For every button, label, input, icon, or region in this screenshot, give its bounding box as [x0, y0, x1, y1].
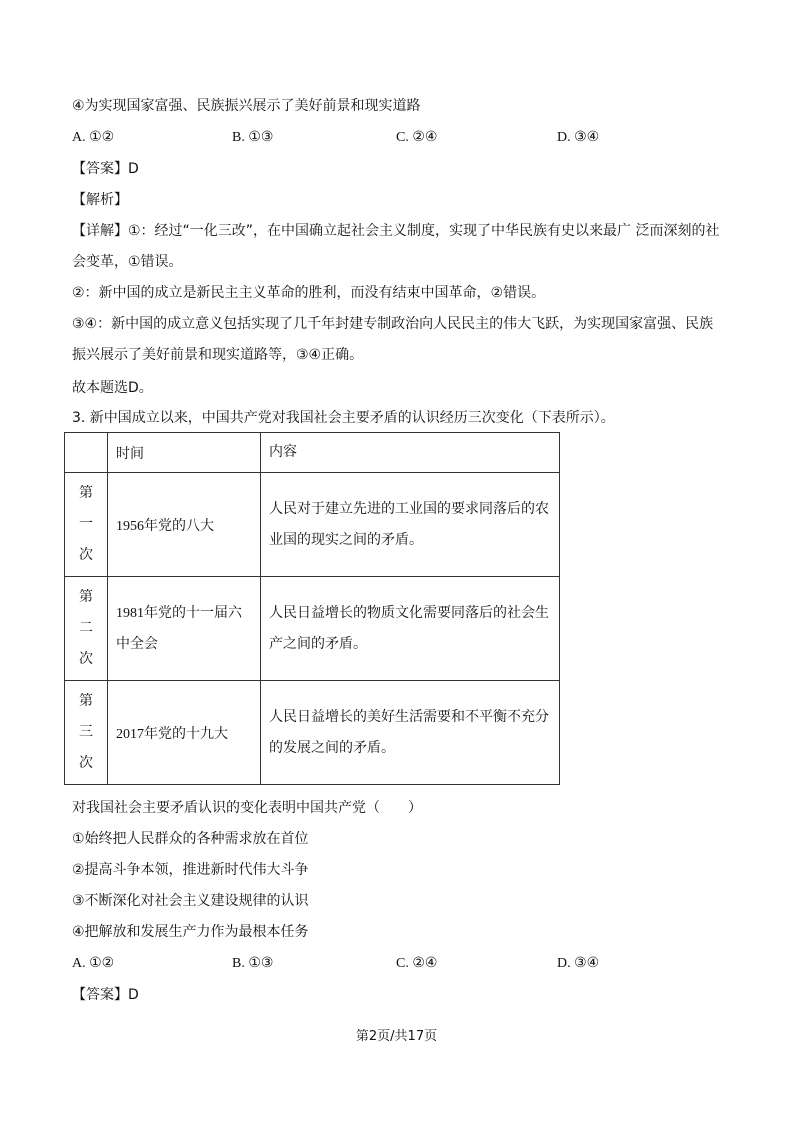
time-text: 1956年党的八大 [116, 518, 214, 534]
table-header-content: 内容 [261, 433, 560, 473]
prev-analysis-label: 【解析】 [72, 192, 128, 208]
table-row [65, 473, 560, 577]
table-row [65, 681, 560, 785]
time-text: 2017年党的十九大 [116, 726, 228, 742]
content-line: 产之间的矛盾。 [269, 635, 367, 652]
order-char: 次 [79, 755, 93, 771]
table-cell-order [65, 473, 108, 577]
table-cell-time [108, 577, 261, 681]
q3-stem: 3. 新中国成立以来，中国共产党对我国社会主要矛盾的认识经历三次变化（下表所示）。 [72, 410, 615, 426]
prev-conclusion: 故本题选D。 [72, 380, 153, 396]
q3-option-d: D. ③④ [557, 956, 600, 971]
q3-item-3: ③不断深化对社会主义建设规律的认识 [72, 893, 309, 909]
prev-detail-line-3: ②：新中国的成立是新民主主义革命的胜利，而没有结束中国革命，②错误。 [72, 285, 546, 301]
table-cell-time [108, 473, 261, 577]
q3-question: 对我国社会主要矛盾认识的变化表明中国共产党（ ） [72, 800, 422, 816]
content-line: 的发展之间的矛盾。 [269, 739, 395, 756]
prev-option-c: C. ②④ [396, 130, 438, 145]
table-row [65, 577, 560, 681]
table-cell-content [261, 681, 560, 785]
prev-option-a: A. ①② [72, 130, 115, 145]
order-char: 第 [79, 589, 93, 605]
table-cell-time [108, 681, 261, 785]
q3-option-c: C. ②④ [396, 956, 438, 971]
time-text: 1981年党的十一届六 [116, 605, 242, 621]
order-char: 第 [79, 485, 93, 501]
table-header-blank [65, 433, 108, 473]
q3-item-1: ①始终把人民群众的各种需求放在首位 [72, 831, 309, 847]
q3-item-2: ②提高斗争本领，推进新时代伟大斗争 [72, 862, 309, 878]
prev-item-4: ④为实现国家富强、民族振兴展示了美好前景和现实道路 [72, 98, 421, 114]
contradiction-table [64, 432, 560, 785]
prev-answer: 【答案】D [72, 161, 139, 177]
table-header-row [65, 433, 560, 473]
order-char: 二 [79, 620, 93, 636]
q3-option-a: A. ①② [72, 956, 115, 971]
order-char: 次 [79, 651, 93, 667]
page-footer: 第2页/共17页 [355, 1029, 438, 1044]
content-line: 人民日益增长的物质文化需要同落后的社会生 [269, 604, 549, 621]
table-cell-content [261, 577, 560, 681]
table-cell-order [65, 577, 108, 681]
order-char: 第 [79, 693, 93, 709]
table-cell-order [65, 681, 108, 785]
order-char: 次 [79, 547, 93, 563]
q3-answer: 【答案】D [72, 987, 139, 1003]
order-char: 三 [79, 724, 93, 740]
content-line: 人民对于建立先进的工业国的要求同落后的农 [269, 500, 549, 517]
prev-option-d: D. ③④ [557, 130, 600, 145]
prev-detail-line-2: 会变革，①错误。 [72, 254, 183, 270]
table-header-time: 时间 [108, 433, 261, 473]
prev-option-b: B. ①③ [232, 130, 274, 145]
prev-detail-line-4: ③④：新中国的成立意义包括实现了几千年封建专制政治向人民民主的伟大飞跃，为实现国家富强、民族 [72, 316, 714, 332]
time-text: 中全会 [116, 635, 158, 652]
prev-detail-line-5: 振兴展示了美好前景和现实道路等，③④正确。 [72, 347, 364, 363]
prev-detail-line-1: 【详解】①：经过“一化三改”，在中国确立起社会主义制度，实现了中华民族有史以来最广 泛而深刻的社 [72, 223, 720, 239]
content-line: 业国的现实之间的矛盾。 [269, 531, 423, 548]
content-line: 人民日益增长的美好生活需要和不平衡不充分 [269, 708, 549, 725]
order-char: 一 [79, 516, 93, 532]
q3-item-4: ④把解放和发展生产力作为最根本任务 [72, 924, 309, 940]
q3-option-b: B. ①③ [232, 956, 274, 971]
table-cell-content [261, 473, 560, 577]
